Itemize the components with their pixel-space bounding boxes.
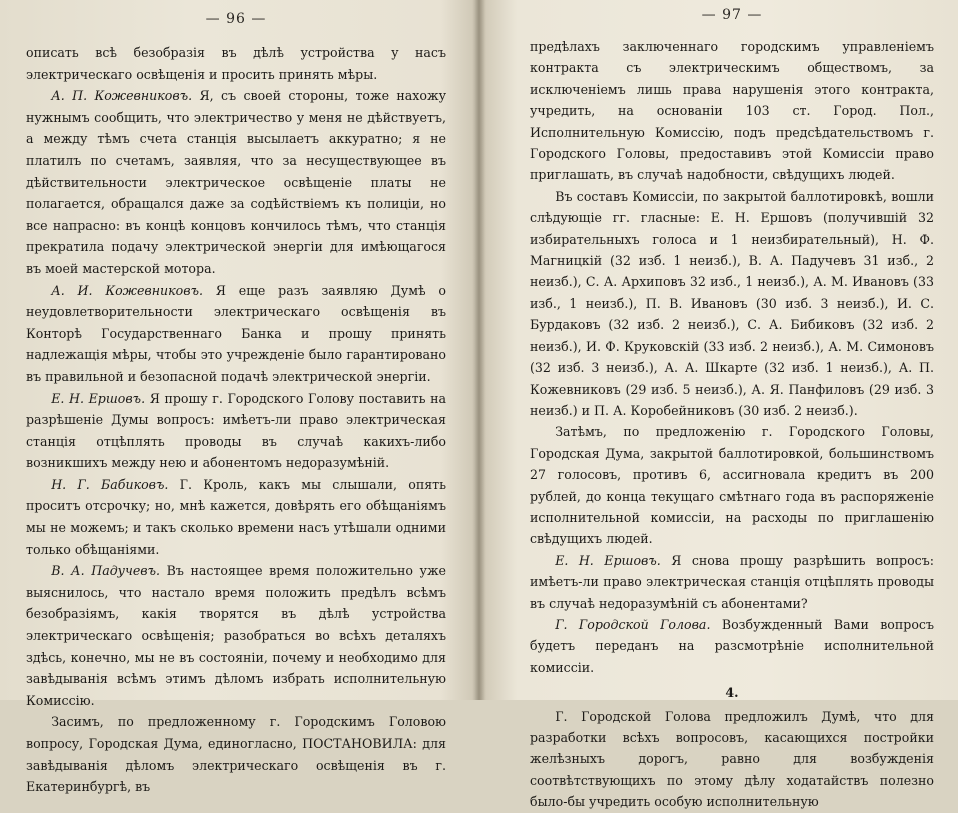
right-page-text [530,36,934,813]
speaker-name: А. П. Кожевниковъ. [51,88,193,104]
resolution-keyword: ПОСТАНОВИЛА: [302,736,417,751]
speech-paragraph [26,560,446,711]
speech-paragraph [26,280,446,388]
paragraph: Г. Городской Голова предложилъ Думѣ, что для разработки всѣхъ вопросовъ, касающихся постройки желѣзныхъ дорогъ, равно для возбужденія соотвѣтствующихъ по этому дѣлу ходатайствъ полезно было-бы учредить особую исполнительную [530,708,934,810]
speech-text: Я еще разъ заявляю Думѣ о неудовлетворительности электрическаго освѣщенія въ Конторѣ Государственнаго Банка и прошу принять надлежащія мѣры, чтобы это учрежденіе было гарантировано въ правильной и безопасной подачѣ электрической энергіи. [26,282,446,384]
right-page [530,0,934,810]
page-number-96: — 96 — [205,11,267,27]
left-page-text [26,42,446,798]
speech-text: Я снова прошу разрѣшить вопросъ: имѣетъ-ли право электрическая станція отцѣплять проводы въ случаѣ недоразумѣній съ абонентами? [530,552,934,611]
paragraph: предѣлахъ заключеннаго городскимъ управленіемъ контракта съ электрическимъ обществомъ, за исключеніемъ лишь права нарушенія этого контракта, учредить, на основаніи 103 ст. Город. Пол., Исполнительную Комиссію, подъ предсѣдательствомъ г. Городского Головы, предоставивъ этой Комиссіи право приглашать, въ случаѣ надобности, свѣдущихъ людей. [530,39,934,183]
resolution-paragraph [26,711,446,797]
paragraph: Въ составъ Комиссіи, по закрытой баллотировкѣ, вошли слѣдующіе гг. гласные: Е. Н. Ершовъ (получившій 32 избирательныхъ голоса и 1 неизбирательный), Н. Ф. Магницкій (32 изб. 1 неизб.), В. А. Падучевъ 31 изб., 2 неизб.), С. А. Архиповъ 32 изб., 1 неизб.), А. М. Ивановъ (33 изб., 1 неизб.), П. В. Ивановъ (30 изб. 3 неизб.), И. С. Бурдаковъ (32 изб. 2 неизб.), С. А. Бибиковъ (32 изб. 2 неизб.), И. Ф. Круковскій (33 изб. 2 неизб.), А. М. Симоновъ (32 изб. 3 неизб.), А. А. Шкарте (32 изб. 1 неизб.), А. П. Кожевниковъ (29 изб. 5 неизб.), А. Я. Панфиловъ (29 изб. 3 неизб.) и П. А. Коробейниковъ (30 изб. 2 неизб.). [530,188,934,418]
resolution-intro: Засимъ, по предложенному г. Городскимъ Головою вопросу, Городская Дума, единогласно, [26,714,446,751]
speech-text: Въ настоящее время положительно уже выяснилось, что настало время положить предѣлъ всѣмъ безобразіямъ, какія творятся въ дѣлѣ устройства электрическаго освѣщенія; разобраться во всѣхъ деталяхъ здѣсь, конечно, мы не въ состояніи, почему и необходимо для завѣдыванія всѣмъ этимъ дѣломъ избрать исполнительную Комиссію. [26,563,446,708]
resolution-text: для завѣдыванія дѣломъ электрическаго освѣщенія въ г. Екатеринбургѣ, въ [26,736,446,795]
page-number-97: — 97 — [701,7,763,23]
speech-text: Возбужденный Вами вопросъ будетъ переданъ на разсмотрѣніе исполнительной комиссіи. [530,616,934,675]
speaker-name: В. А. Падучевъ. [51,563,160,579]
speaker-name: Е. Н. Ершовъ. [555,552,661,568]
speech-paragraph [530,550,934,614]
speech-text: Г. Кроль, какъ мы слышали, опять проситъ отсрочку; но, мнѣ кажется, довѣрять его обѣщаніямъ мы не можемъ; и такъ сколько времени насъ утѣшали одними только обѣщаніями. [26,476,446,557]
speaker-name: А. И. Кожевниковъ. [51,282,203,298]
speaker-name: Н. Г. Бабиковъ. [51,476,169,492]
speech-paragraph [26,474,446,560]
left-page [26,0,446,795]
speech-text: Я, съ своей стороны, тоже нахожу нужнымъ сообщить, что электричество у меня не дѣйствуетъ, а между тѣмъ счета станція высылаетъ аккуратно; я не платилъ по счетамъ, заявляя, что за несуществующее въ дѣйствительности электрическое освѣщеніе платы не полагается, обращался даже за содѣйствіемъ къ полиціи, но все напрасно: въ концѣ концовъ кончилось тѣмъ, что станція прекратила подачу электрической энергіи для имѣющагося въ моей мастерской мотора. [26,88,446,276]
book-gutter [472,0,486,700]
speech-paragraph [26,388,446,474]
paragraph: Затѣмъ, по предложенію г. Городского Головы, Городская Дума, закрытой баллотировкой, большинствомъ 27 голосовъ, противъ 6, ассигновала кредитъ въ 200 рублей, до конца текущаго смѣтнаго года въ распоряженіе исполнительной комиссіи, на расходы по приглашенію свѣдущихъ людей. [530,424,934,547]
speech-paragraph [530,614,934,678]
paragraph: описать всѣ безобразія въ дѣлѣ устройства у насъ электрическаго освѣщенія и просить принять мѣры. [26,45,446,82]
speech-text: Я прошу г. Городского Голову поставить на разрѣшеніе Думы вопросъ: имѣетъ-ли право электрическая станція отцѣплять проводы въ случаѣ какихъ-либо возникшихъ между нею и абонентомъ недоразумѣній. [26,390,446,471]
speaker-name: Г. Городской Голова. [555,616,711,632]
speaker-name: Е. Н. Ершовъ. [51,390,146,406]
speech-paragraph [26,85,446,279]
section-number: 4. [725,685,739,701]
